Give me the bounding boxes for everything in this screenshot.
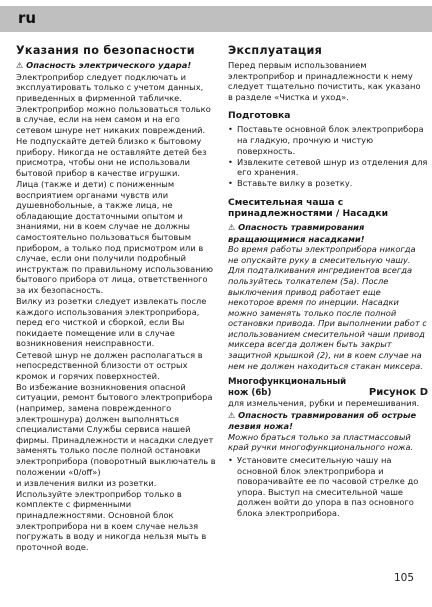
knife-title-line1: Многофункциональный [228, 377, 347, 388]
knife-title-line2: нож (6b) [228, 387, 272, 398]
operation-column [228, 44, 428, 520]
knife-list [228, 455, 428, 519]
operation-title: Эксплуатация [228, 44, 323, 57]
bowl-warning-text: Опасность травмирования вращающимися насадками! [228, 221, 365, 244]
safety-paragraph: Во избежание возникновения опасной ситуации, ремонт бытового электроприбора (например, замена поврежденного электрошнура) должен выполняться специалистами Службы сервиса нашей фирмы. Принадлежности и насадки следует заменять только после полной остановки электроприбора (поворотный выключатель в положении «0/off») [16, 381, 216, 477]
safety-paragraph: Электроприбор следует подключать и эксплуатировать только с учетом данных, приведенных в фирменной табличке. [16, 71, 204, 103]
safety-title: Указания по безопасности [16, 44, 195, 57]
preparation-list [228, 124, 428, 189]
figure-label: Рисунок D [368, 386, 428, 398]
language-bar [0, 6, 432, 32]
bowl-title: Смесительная чаша с принадлежностями / Насадки [228, 196, 389, 219]
warning-icon: ⚠ [228, 410, 236, 420]
language-label: ru [18, 9, 37, 27]
preparation-title: Подготовка [228, 110, 291, 122]
knife-text: для измельчения, рубки и перемешивания. [228, 398, 420, 409]
operation-intro: Перед первым использованием электроприбор и принадлежности к нему следует тщательно почистить, как указано в разделе «Чистка и уход». [228, 60, 421, 102]
knife-figure-row [228, 388, 428, 399]
electric-warning [16, 60, 218, 72]
safety-paragraph: Сетевой шнур не должен располагаться в непосредственной близости от острых кромок и горячих поверхностей. [16, 349, 203, 381]
bowl-warning [228, 222, 428, 244]
safety-paragraph: и извлечения вилки из розетки. [16, 477, 157, 488]
warning-icon: ⚠ [16, 61, 24, 70]
knife-warning-text: Опасность травмирования об острые лезвия ножа! [228, 409, 417, 432]
safety-paragraph: Электроприбор можно пользоваться только в случае, если на нем самом и на его сетевом шнуре нет никаких повреждений. [16, 103, 211, 136]
list-item: • Установите смесительную чашу на основной блок электроприбора и поворачивайте ее по часовой стрелке до упора. Выступ на смесительной чаше должен войти до упора в паз основного блока электроприбора. [228, 455, 428, 519]
warning-icon: ⚠ [228, 222, 236, 232]
list-item: • Извлеките сетевой шнур из отделения для его хранения. [228, 157, 428, 178]
safety-column [16, 44, 218, 553]
safety-paragraph: Вилку из розетки следует извлекать после каждого использования электроприбора, перед его чисткой и сборкой, если Вы покидаете помещение или в случае возникновения неисправности. [16, 296, 207, 349]
list-item: • Вставьте вилку в розетку. [228, 178, 428, 189]
knife-warning [228, 410, 428, 432]
knife-heading [228, 377, 428, 398]
page-number: 105 [393, 572, 414, 584]
safety-paragraph: Используйте электроприбор только в комплекте с фирменными принадлежностями. Основной блок электроприбора ни в коем случае нельзя погружать в воду и никогда нельзя мыть в проточной воде. [16, 488, 207, 552]
safety-paragraph: Лица (также и дети) с пониженным восприятием органами чувств или душевнобольные, а также лица, не обладающие достаточными опытом и знаниями, ни в коем случае не должны самостоятельно пользоваться бытовым прибором, а только под присмотром или в случае, если они получили подробный инструктаж по правильному использованию бытового прибора от лица, ответственного за их безопасность. [16, 179, 214, 295]
bowl-text: Во время работы электроприбора никогда не опускайте руку в смесительную чашу. Для подталкивания ингредиентов всегда пользуйтесь толкателем (5a). После выключения привод работает еще некоторое время по инерции. Насадки можно заменять только после полной остановки привода. При выполнении работ с использованием смесительной чаши привод миксера всегда должен быть закрыт защитной крышкой (2), ни в коем случае на нем не должен находиться стакан миксера. [228, 244, 427, 371]
safety-paragraph: Не подпускайте детей близко к бытовому прибору. Никогда не оставляйте детей без присмотра, чтобы они не использовали бытовой прибор в качестве игрушки. [16, 136, 207, 178]
knife-caution: Можно браться только за пластмассовый край ручки многофункционального ножа. [228, 431, 414, 453]
list-item: • Поставьте основной блок электроприбора на гладкую, прочную и чистую поверхность. [228, 124, 428, 156]
electric-warning-text: Опасность электрического удара! [26, 60, 192, 70]
